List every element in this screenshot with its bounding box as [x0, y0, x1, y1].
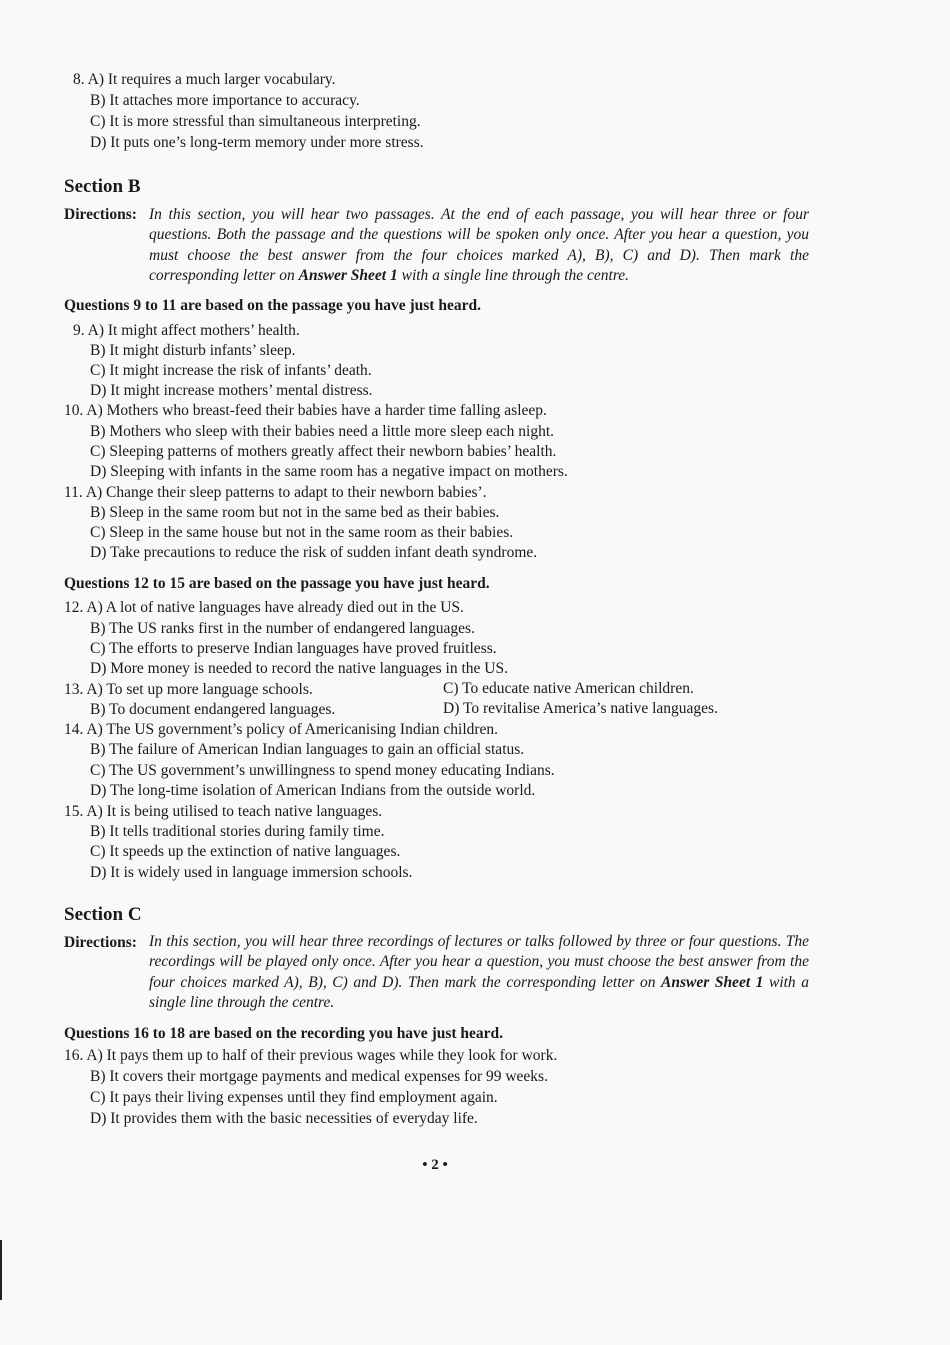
q16-option-c: C) It pays their living expenses until they find employment again. [90, 1089, 498, 1106]
section-b-question-header-1: Questions 9 to 11 are based on the passage you have just heard. [64, 297, 481, 314]
section-c-question-header-1: Questions 16 to 18 are based on the recording you have just heard. [64, 1025, 504, 1042]
q15-option-d: D) It is widely used in language immersion schools. [90, 864, 413, 881]
q16-option-a: 16. A) It pays them up to half of their previous wages while they look for work. [64, 1047, 558, 1064]
q13-option-c: C) To educate native American children. [443, 680, 694, 697]
section-b-title: Section B [64, 176, 141, 197]
q10-option-d: D) Sleeping with infants in the same room has a negative impact on mothers. [90, 463, 568, 480]
q13-option-b: B) To document endangered languages. [90, 701, 336, 718]
q14-option-b: B) The failure of American Indian languages to gain an official status. [90, 741, 525, 758]
section-c-answer-sheet: Answer Sheet 1 [661, 973, 764, 991]
q10-option-c: C) Sleeping patterns of mothers greatly affect their newborn babies’ health. [90, 443, 557, 460]
q11-option-a: 11. A) Change their sleep patterns to adapt to their newborn babies’. [64, 484, 487, 501]
q11-option-b: B) Sleep in the same room but not in the same bed as their babies. [90, 504, 500, 521]
q9-option-c: C) It might increase the risk of infants’ death. [90, 362, 372, 379]
q15-option-b: B) It tells traditional stories during family time. [90, 823, 385, 840]
q8-option-a: 8. A) It requires a much larger vocabulary. [73, 71, 336, 88]
section-c-directions-text: In this section, you will hear three recordings of lectures or talks followed by three or four questions. The recordings will be played only once. After you hear a question, you must choose the best answer from the four choices marked A), B), C) and D). Then mark the corresponding letter on [149, 933, 809, 991]
q12-option-a: 12. A) A lot of native languages have already died out in the US. [64, 599, 464, 616]
scan-edge-mark [0, 1240, 2, 1300]
q12-option-c: C) The efforts to preserve Indian languages have proved fruitless. [90, 640, 497, 657]
q12-option-d: D) More money is needed to record the native languages in the US. [90, 660, 508, 677]
section-c-directions [149, 932, 809, 1013]
q13-option-a: 13. A) To set up more language schools. [64, 681, 313, 698]
section-b-directions-tail: with a single line through the centre. [397, 266, 630, 284]
q9-option-b: B) It might disturb infants’ sleep. [90, 342, 296, 359]
q13-option-d: D) To revitalise America’s native languages. [443, 700, 718, 717]
q11-option-d: D) Take precautions to reduce the risk of sudden infant death syndrome. [90, 544, 538, 561]
section-b-answer-sheet: Answer Sheet 1 [298, 266, 398, 284]
section-c-title: Section C [64, 904, 142, 925]
page-number: • 2 • [422, 1157, 448, 1173]
q9-option-a: 9. A) It might affect mothers’ health. [73, 322, 300, 339]
q8-option-d: D) It puts one’s long-term memory under more stress. [90, 134, 424, 151]
q15-option-a: 15. A) It is being utilised to teach native languages. [64, 803, 383, 820]
q8-option-b: B) It attaches more importance to accuracy. [90, 92, 360, 109]
section-b-directions [149, 205, 809, 286]
q15-option-c: C) It speeds up the extinction of native languages. [90, 843, 401, 860]
q10-option-b: B) Mothers who sleep with their babies need a little more sleep each night. [90, 423, 555, 440]
q12-option-b: B) The US ranks first in the number of endangered languages. [90, 620, 475, 637]
q14-option-d: D) The long-time isolation of American Indians from the outside world. [90, 782, 536, 799]
q16-option-b: B) It covers their mortgage payments and medical expenses for 99 weeks. [90, 1068, 548, 1085]
q16-option-d: D) It provides them with the basic necessities of everyday life. [90, 1110, 478, 1127]
q8-option-c: C) It is more stressful than simultaneous interpreting. [90, 113, 421, 130]
section-b-question-header-2: Questions 12 to 15 are based on the passage you have just heard. [64, 575, 490, 592]
section-b-directions-label: Directions: [64, 206, 137, 223]
section-c-directions-label: Directions: [64, 934, 137, 951]
q9-option-d: D) It might increase mothers’ mental distress. [90, 382, 373, 399]
q14-option-a: 14. A) The US government’s policy of Americanising Indian children. [64, 721, 499, 738]
section-b-directions-text: In this section, you will hear two passages. At the end of each passage, you will hear three or four questions. Both the passage and the questions will be spoken only once. After you hear a question, you must choose the best answer from the four choices marked A), B), C) and D). Then mark the corresponding letter on [149, 206, 809, 284]
q11-option-c: C) Sleep in the same house but not in the same room as their babies. [90, 524, 514, 541]
q14-option-c: C) The US government’s unwillingness to spend money educating Indians. [90, 762, 555, 779]
section-c-directions-tail: with a single line through the centre. [149, 973, 809, 1011]
q10-option-a: 10. A) Mothers who breast-feed their babies have a harder time falling asleep. [64, 402, 547, 419]
